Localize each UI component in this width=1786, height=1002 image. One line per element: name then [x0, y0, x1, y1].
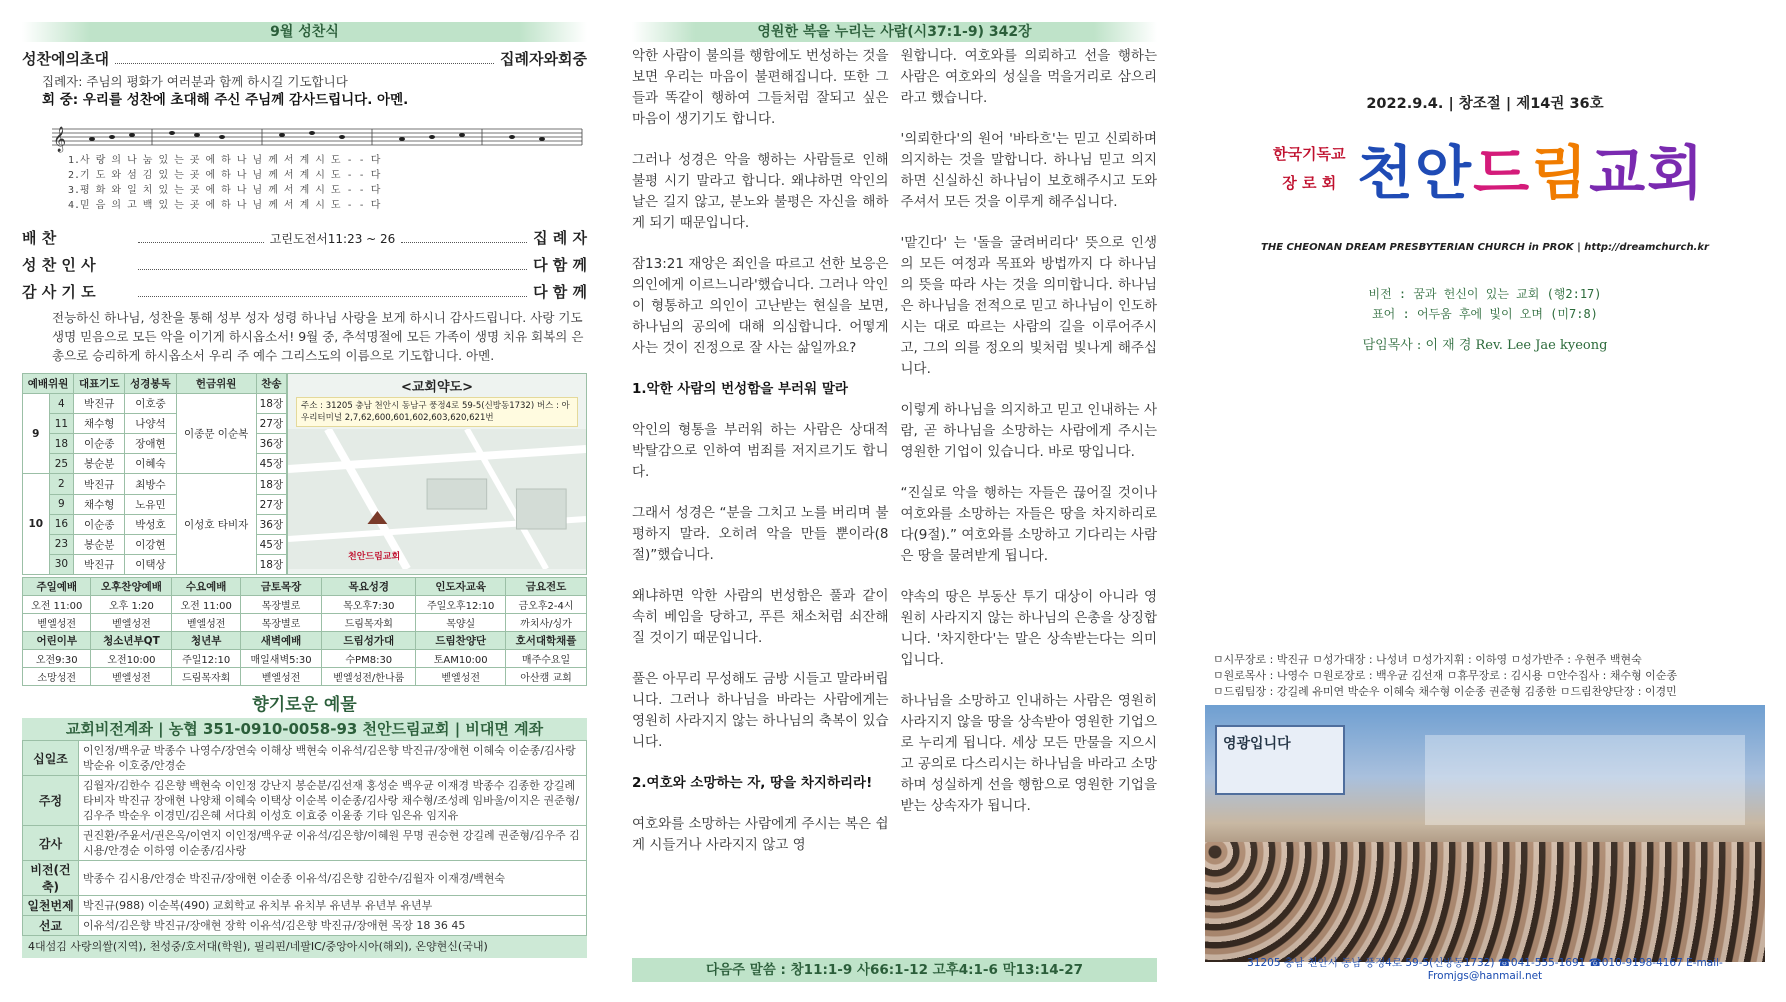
date-cell: 11: [49, 414, 74, 434]
cell: 이호중: [125, 394, 176, 414]
date-cell: 25: [49, 454, 74, 474]
table-row: [23, 896, 587, 916]
cell: 이성호 타비자: [176, 474, 256, 575]
invite-label: 성찬에의초대: [22, 50, 109, 68]
dot-leader: [138, 287, 527, 297]
offering-type: 선교: [23, 916, 79, 936]
cell: 드림목자회: [322, 614, 416, 632]
logo-part: 천안: [1357, 139, 1474, 207]
sermon-paragraph: “진실로 악을 행하는 자들은 끊어질 것이나 여호와를 소망하는 자들은 땅을 차지하리로다(9절).” 여호와를 소망하고 기다리는 사람은 땅을 물려받게 됩니다.: [900, 485, 1157, 564]
cell: 벧엘성전: [91, 668, 172, 686]
order-by: 다 함 께: [533, 256, 587, 274]
date-cell: 23: [49, 534, 74, 554]
cell: 18장: [256, 554, 286, 574]
offering-type: 주정: [23, 776, 79, 826]
cell: 금요전도: [505, 578, 586, 596]
offering-names: 김월자/김한수 김은향 백현숙 이인정 강난지 봉순분/김선재 홍성순 백우균 이재경 박종수 김종한 강길례 타비자 박진규 장애현 나양채 이혜숙 이택상 이순복 이순종/김사랑 채수형/조성례 임바울/이지은 권준형/김우주 박순우 이경민/김은혜 서다희 이성호 이효중 이윤종 기타 임은유 임지유: [79, 776, 587, 826]
cell: 박진규: [74, 474, 125, 494]
cell: 호서대학채플: [505, 632, 586, 650]
invite-congregation: 회 중: 우리를 성찬에 초대해 주신 주님께 감사드립니다. 아멘.: [42, 92, 409, 108]
cell: 박진규: [74, 394, 125, 414]
sermon-paragraph: 잠13:21 재앙은 죄인을 따르고 선한 보응은 의인에게 이르느니라'했습니다. 그러나 악인이 형통하고 의인이 고난받는 현실을 보면, 하나님의 공의에 대해 의심합니다. 어떻게 사는 것이 진정으로 잘 사는 삶일까요?: [632, 256, 889, 356]
cell: 이혜숙: [125, 454, 176, 474]
col-header: 헌금위원: [176, 374, 256, 394]
worship-photo: [1205, 705, 1765, 962]
worship-roster: [22, 373, 287, 575]
cell: 주일12:10: [172, 650, 240, 668]
map-address: 주소 : 31205 충남 천안시 동남구 풍정4로 59-5(신방동1732) 버스 : 아우리터미널 2,7,62,600,601,602,603,620,621번: [296, 397, 578, 427]
invite-leader: 집례자: 주님의 평화가 여러분과 함께 하시길 기도합니다: [42, 74, 348, 89]
offering-names: 이인정/백우균 박종수 나영수/장연숙 이해상 백현숙 이유석/김은향 박진규/장애현 이혜숙 이순종/김사랑 박순유 이호중/안경순: [79, 741, 587, 776]
cell: 어린이부: [23, 632, 91, 650]
cell: 이순종: [74, 514, 125, 534]
sermon-paragraph: 악인의 형통을 부러워 하는 사람은 상대적 박탈감으로 인하여 범죄를 저지르기도 합니다.: [632, 422, 889, 480]
cell: 까치사/싱가: [505, 614, 586, 632]
table-row: [23, 632, 587, 650]
table-row: [23, 861, 587, 896]
cell: 벧엘성전: [416, 668, 506, 686]
cell: 36장: [256, 434, 286, 454]
cell: 45장: [256, 534, 286, 554]
table-row: [23, 650, 587, 668]
date-cell: 2: [49, 474, 74, 494]
cell: 이순종: [74, 434, 125, 454]
date-cell: 9: [49, 494, 74, 514]
table-row: [23, 474, 287, 494]
section-header: 9월 성찬식: [22, 22, 587, 42]
cell: 목오후7:30: [322, 596, 416, 614]
table-row: [23, 578, 587, 596]
photo-congregation: [1205, 842, 1765, 962]
order-row: [22, 227, 587, 248]
table-row: [23, 741, 587, 776]
table-row: [23, 596, 587, 614]
cell: 최방수: [125, 474, 176, 494]
staff-list: [1213, 652, 1758, 700]
sermon-paragraph: 약속의 땅은 부동산 투기 대상이 아니라 영원히 사라지지 않는 하나님의 은총을 상징합니다. '차지한다'는 말은 상속받는다는 의미입니다.: [900, 589, 1157, 668]
cell: 오전 11:00: [172, 596, 240, 614]
date-cell: 18: [49, 434, 74, 454]
offering-type: 일천번제: [23, 896, 79, 916]
month-cell: 9: [23, 394, 50, 474]
panel-cover: [1205, 22, 1765, 982]
offering-type: 십일조: [23, 741, 79, 776]
order-scripture: 고린도전서11:23 ~ 26: [269, 232, 396, 246]
cell: 금오후2-4시: [505, 596, 586, 614]
sermon-paragraph: 원합니다. 여호와를 의뢰하고 선을 행하는 사람은 여호와의 성실을 먹을거리로 삼으리라고 했습니다.: [900, 48, 1157, 106]
cell: 벧엘성전: [23, 614, 91, 632]
cell: 목장별로: [240, 614, 321, 632]
order-by: 집 례 자: [533, 229, 588, 247]
schedule-and-map: [22, 373, 587, 575]
cell: 이강현: [125, 534, 176, 554]
invite-by: 집례자와회중: [500, 50, 587, 68]
cell: 오후찬양예배: [91, 578, 172, 596]
cell: 청년부: [172, 632, 240, 650]
order-row: [22, 281, 587, 302]
cell: 오전9:30: [23, 650, 91, 668]
hymn-line: 1.사 랑 의 나 눔 있 는 곳 에 하 나 님 께 서 계 시 도 - - 다: [68, 155, 381, 166]
col-header: 대표기도: [74, 374, 125, 394]
cell: 27장: [256, 414, 286, 434]
date-cell: 4: [49, 394, 74, 414]
panel-sermon: [632, 22, 1157, 982]
cell: 18장: [256, 474, 286, 494]
sermon-paragraph: 악한 사람이 불의를 행함에도 번성하는 것을 보면 우리는 마음이 불편해집니다. 또한 그들과 똑같이 행하여 그들처럼 잘되고 싶은 마음이 생기기도 합니다.: [632, 48, 889, 127]
cell: 이택상: [125, 554, 176, 574]
order-label: 성 찬 인 사: [22, 256, 96, 274]
cell: 45장: [256, 454, 286, 474]
offering-title: 향기로운 예물: [252, 695, 357, 715]
offering-table: [22, 740, 587, 936]
order-by: 다 함 께: [533, 283, 587, 301]
cell: 주일예배: [23, 578, 91, 596]
col-header: 찬송: [256, 374, 286, 394]
cell: 36장: [256, 514, 286, 534]
bank-account: 교회비전계좌 | 농협 351-0910-0058-93 천안드림교회 | 비대면 계좌: [22, 718, 587, 740]
hymn-score: [22, 113, 587, 221]
sermon-paragraph: 왜냐하면 악한 사람의 번성함은 풀과 같이 속히 베임을 당하고, 푸른 채소처럼 쇠잔해질 것이기 때문입니다.: [632, 588, 889, 646]
issue-info: 2022.9.4. | 창조절 | 제14권 36호: [1366, 96, 1604, 112]
map-title: <교회약도>: [400, 380, 474, 395]
date-cell: 16: [49, 514, 74, 534]
col-header: 성경봉독: [125, 374, 176, 394]
sermon-paragraph: '맡긴다' 는 '돌을 굴려버리다' 뜻으로 인생의 모든 여정과 목표와 방법까지 다 하나님의 뜻을 따라 사는 것을 의미합니다. 하나님은 하나님을 전적으로 믿고 하나님이 인도하시는 대로 따르는 사람의 길을 이루어주시고, 그의 의를 정오의 빛처럼 빛나게 해주십니다.: [900, 235, 1157, 377]
communion-prayer: 전능하신 하나님, 성찬을 통해 성부 성자 성령 하나님 사랑을 보게 하시니 감사드립니다. 사랑 기도 생명 믿음으로 모든 악을 이기게 하시옵소서! 9월 중, 추석명절에 모든 가족이 생명 치유 회복의 은총으로 승리하게 하시옵소서 우리 주 예수 그리스도의 이름으로 기도합니다. 아멘.: [52, 310, 584, 363]
cell: 오전 11:00: [23, 596, 91, 614]
offering-type: 감사: [23, 826, 79, 861]
sermon-column-right: [901, 46, 1158, 876]
dot-leader: [138, 260, 527, 270]
table-row: [23, 614, 587, 632]
hymn-line: 2.기 도 와 섬 김 있 는 곳 에 하 나 님 께 서 계 시 도 - - 다: [68, 170, 381, 181]
cell: 봉순분: [74, 454, 125, 474]
sermon-paragraph: 여호와를 소망하는 사람에게 주시는 복은 쉽게 시들거나 사라지지 않고 영: [632, 816, 889, 853]
dot-leader: [115, 54, 494, 64]
vision-block: [1205, 284, 1765, 324]
sermon-title: 영원한 복을 누리는 사람(시37:1-9) 342장: [632, 22, 1157, 42]
cell: 주일오후12:10: [416, 596, 506, 614]
table-row: [23, 394, 287, 414]
cell: 매주수요일: [505, 650, 586, 668]
cell: 토AM10:00: [416, 650, 506, 668]
date-cell: 30: [49, 554, 74, 574]
table-row: [23, 668, 587, 686]
church-logo: [1357, 126, 1705, 210]
cell: 오전10:00: [91, 650, 172, 668]
offering-names: 박종수 김시용/안경순 박진규/장애현 이순종 이유석/김은향 김한수/김월자 이재경/백현숙: [79, 861, 587, 896]
cell: 벧엘성전: [240, 668, 321, 686]
hymn-line: 3.평 화 와 일 치 있 는 곳 에 하 나 님 께 서 계 시 도 - - 다: [68, 185, 381, 196]
offering-names: 권진환/주윤서/권은옥/이연지 이인정/백우균 이유석/김은향/이혜원 무명 권승현 강길례 권준형/김우주 김시용/안경순 이하영 이순종/김사랑: [79, 826, 587, 861]
cell: 목장별로: [240, 596, 321, 614]
next-week-scripture: 다음주 말씀 : 창11:1-9 사66:1-12 고후4:1-6 막13:14-27: [632, 958, 1157, 982]
offering-names: 박진규(988) 이순복(490) 교회학교 유치부 유치부 유년부 유년부 유년부: [79, 896, 587, 916]
four-services: 4대섬김 사랑의쌀(지역), 천성중/호서대(학원), 필리핀/네팔IC/중앙아시아(해외), 온양현신(국내): [22, 936, 587, 958]
cell: 소망성전: [23, 668, 91, 686]
cell: 드림목자회: [172, 668, 240, 686]
offering-names: 이유석/김은향 박진규/장애현 장학 이유석/김은향 박진규/장애현 목장 18 36 45: [79, 916, 587, 936]
dot-leader: [401, 233, 527, 243]
english-name: THE CHEONAN DREAM PRESBYTERIAN CHURCH in PROK | http://dreamchurch.kr: [1261, 242, 1709, 253]
staff-line: ㅁ원로목사 : 나영수 ㅁ원로장로 : 백우균 김선재 ㅁ휴무장로 : 김시용 ㅁ안수집사 : 채수형 이순종: [1213, 669, 1678, 682]
cell: 27장: [256, 494, 286, 514]
cell: 아산캠 교회: [505, 668, 586, 686]
cell: 벧엘성전: [91, 614, 172, 632]
cell: 봉순분: [74, 534, 125, 554]
church-contact: 31205 충남 천안시 동남 풍정4로 59-5(신방동1732) ☎041-555-1691 ☎010-9198-4167 E-mail-Fromjgs@hanmail.net: [1247, 957, 1723, 982]
denomination: [1273, 140, 1345, 198]
month-cell: 10: [23, 474, 50, 575]
cell: 청소년부QT: [91, 632, 172, 650]
cell: 18장: [256, 394, 286, 414]
cell: 노유민: [125, 494, 176, 514]
logo-part: 교회: [1589, 139, 1706, 207]
sermon-subheading: 2.여호와 소망하는 자, 땅을 차지하리라!: [632, 775, 873, 791]
pastor-name: 담임목사 : 이 재 경 Rev. Lee Jae kyeong: [1362, 338, 1608, 353]
col-header: 예배위원: [23, 374, 74, 394]
logo-part: 드: [1473, 139, 1532, 207]
cell: 오후 1:20: [91, 596, 172, 614]
motto-text: 표어 : 어두움 후에 빛이 오며 (미7:8): [1372, 307, 1598, 321]
cell: 박성호: [125, 514, 176, 534]
map-church-label: 천안드림교회: [348, 552, 401, 562]
order-label: 배 찬: [22, 229, 57, 247]
cell: 매일새벽5:30: [240, 650, 321, 668]
denomination-line: 한국기독교: [1273, 145, 1346, 163]
sermon-paragraph: 이렇게 하나님을 의지하고 믿고 인내하는 사람, 곧 하나님을 소망하는 사람에게 주시는 영원한 기업이 있습니다. 바로 땅입니다.: [900, 402, 1157, 460]
cell: 박진규: [74, 554, 125, 574]
cell: 드림성가대: [322, 632, 416, 650]
dot-leader: [138, 233, 264, 243]
logo-part: 림: [1531, 139, 1590, 207]
cell: 장애현: [125, 434, 176, 454]
table-row: [23, 776, 587, 826]
staff-line: ㅁ드림팀장 : 강길례 유미연 박순우 이혜숙 채수형 이순종 권준형 김종한 ㅁ드림찬양단장 : 이경민: [1213, 685, 1677, 698]
table-row: [23, 916, 587, 936]
cell: 새벽예배: [240, 632, 321, 650]
cell: 인도자교육: [416, 578, 506, 596]
sermon-paragraph: 그러나 성경은 악을 행하는 사람들로 인해 불평 시기 말라고 합니다. 왜냐하면 악인의 날은 길지 않고, 분노와 불평은 자신을 해하게 되기 때문입니다.: [632, 152, 889, 231]
order-label: 감 사 기 도: [22, 283, 96, 301]
sermon-body: [632, 46, 1157, 876]
cell: 금토목장: [240, 578, 321, 596]
sermon-paragraph: '의뢰한다'의 원어 '바타흐'는 믿고 신뢰하며 의지하는 것을 말합니다. 하나님 믿고 의지하면 신실하신 하나님이 보호해주시고 도와주셔서 모든 것을 이루게 해주십니다.: [900, 131, 1157, 210]
cell: 벧엘성전/한나룸: [322, 668, 416, 686]
sermon-column-left: [632, 46, 889, 876]
panel-liturgy: [22, 22, 587, 982]
staff-line: ㅁ시무장로 : 박진규 ㅁ성가대장 : 나성녀 ㅁ성가지휘 : 이하영 ㅁ성가반주 : 우현주 백현숙: [1213, 653, 1642, 666]
cell: 벧엘성전: [172, 614, 240, 632]
sermon-paragraph: 풀은 아무리 무성해도 금방 시들고 말라버립니다. 그러나 하나님을 바라는 사람에게는 영원히 사라지지 않는 하나님의 축복이 있습니다.: [632, 671, 889, 750]
weekly-schedule: [22, 577, 587, 686]
vision-text: 비전 : 꿈과 헌신이 있는 교회 (행2:17): [1368, 287, 1602, 301]
photo-banner: 영광입니다: [1215, 725, 1345, 795]
cell: 이종문 이순복: [176, 394, 256, 474]
map-roads-icon: [288, 429, 586, 569]
photo-stage: [1425, 735, 1745, 825]
church-map: [287, 373, 587, 575]
cell: 수요예배: [172, 578, 240, 596]
cell: 나양석: [125, 414, 176, 434]
hymn-lyrics: [68, 153, 380, 213]
cell: 채수형: [74, 414, 125, 434]
svg-text:𝄞: 𝄞: [53, 127, 67, 152]
denomination-line: 장 로 회: [1282, 174, 1337, 192]
cell: 목양실: [416, 614, 506, 632]
cell: 목요성경: [322, 578, 416, 596]
sermon-subheading: 1.악한 사람의 번성함을 부러워 말라: [632, 381, 848, 397]
invite-row: [22, 48, 587, 69]
table-row: [23, 826, 587, 861]
cell: 채수형: [74, 494, 125, 514]
cell: 수PM8:30: [322, 650, 416, 668]
order-row: [22, 254, 587, 275]
sermon-paragraph: 그래서 성경은 “분을 그치고 노를 버리며 불평하지 말라. 오히려 악을 만들 뿐이라(8절)”했습니다.: [632, 505, 889, 563]
sermon-paragraph: 하나님을 소망하고 인내하는 사람은 영원히 사라지지 않을 땅을 상속받아 영원한 기업으로 누리게 됩니다. 세상 모든 만물을 지으시고 공의로 다스리시는 하나님을 바라고 소망하며 성실하게 선을 행함으로 영원한 기업을 받는 상속자가 됩니다.: [900, 693, 1157, 814]
cell: 드림찬양단: [416, 632, 506, 650]
offering-type: 비전(건축): [23, 861, 79, 896]
hymn-line: 4.믿 음 의 고 백 있 는 곳 에 하 나 님 께 서 계 시 도 - - 다: [68, 200, 381, 211]
